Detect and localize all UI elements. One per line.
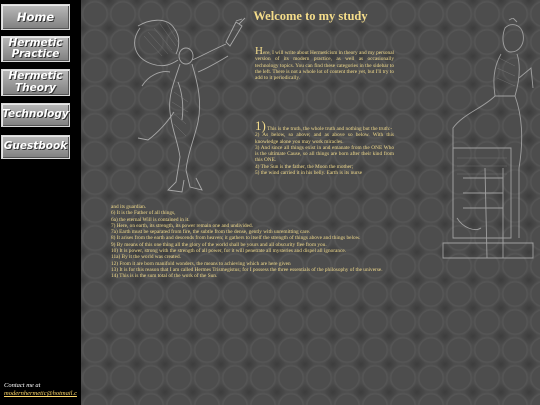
tablet-line: 8) It arises from the earth and descends from heaven; it gathers to itself the strength of things above and things below. — [111, 235, 361, 242]
emerald-tablet-text-narrow — [255, 118, 394, 177]
technology-button[interactable]: Technology — [1, 103, 70, 127]
guestbook-button[interactable]: Guestbook — [1, 135, 70, 159]
main-content — [81, 0, 540, 405]
tablet-line: 14) This is is the sum total of the work of the Sun. — [111, 273, 218, 280]
tablet-line: 12) From it are born manifold wonders, the means to achieving which are here given — [111, 260, 291, 267]
tablet-line: 7) Here, on earth, its strength, its power remain one and undivided. — [111, 222, 253, 229]
intro-paragraph — [255, 47, 394, 81]
tablet-line: 6) It is the Father of all things, — [111, 210, 176, 217]
intro-drop-cap: H — [255, 45, 263, 57]
tablet-line: 10) It is power, strong with the strength of all power, for it will penetrate all mysteries and dispel all ignorance. — [111, 248, 347, 255]
tablet-line: 2) As below, so above; and as above so below. With this knowledge alone you may work miracles. — [255, 132, 394, 145]
tablet-line: 6a) the eternal Will is contained in it. — [111, 216, 190, 223]
contact-label: Contact me at — [4, 382, 41, 389]
tablet-line: 5) the wind carried it in his belly. Earth is its nurse — [255, 170, 363, 177]
tablet-line: This is the truth, the whole truth and nothing but the truth:- — [267, 126, 393, 132]
tablet-line: 9) By means of this one thing all the glory of the world shall be yours and all obscurity flee from you. — [111, 241, 327, 248]
tablet-line: 4) The Sun is the father, the Moon the mother; — [255, 163, 354, 170]
contact-email-link[interactable]: modernhermetic@hotmail.c — [4, 390, 77, 398]
tablet-line: 7a) Earth must be separated from fire, the subtle from the dense, gently with unremitting care. — [111, 229, 311, 236]
tablet-line: 3) And since all things exist in and emanate from the ONE Who is the ultimate Cause, so all things are born after their kind from this ONE. — [255, 144, 394, 164]
hermetic-practice-button[interactable]: Hermetic Practice — [1, 36, 70, 62]
intro-text: ere, I will write about Hermeticism in theory and my personal version of its modern practice, as well as occasionally technology topics. You can find these categories in the sidebar to the left. There is not a whole lot of content there yet, but I'll try to add to it periodically. — [255, 50, 395, 82]
hermetic-theory-button[interactable]: Hermetic Theory — [1, 69, 70, 96]
tablet-line: 11a) By it the world was created. — [111, 254, 181, 261]
page-title: Welcome to my study — [253, 9, 368, 23]
tablet-drop-cap: 1) — [255, 118, 266, 133]
tablet-line: and its guardian. — [111, 204, 147, 210]
emerald-tablet-text-wide — [111, 204, 511, 280]
sidebar — [0, 0, 80, 405]
contact-info — [4, 382, 77, 398]
home-button[interactable]: Home — [1, 4, 70, 30]
tablet-line: 13) It is for this reason that I am called Hermes Trismegistus; for I possess the three essentials of the philosophy of the universe. — [111, 266, 383, 273]
hermes-figure-illustration — [108, 12, 258, 197]
